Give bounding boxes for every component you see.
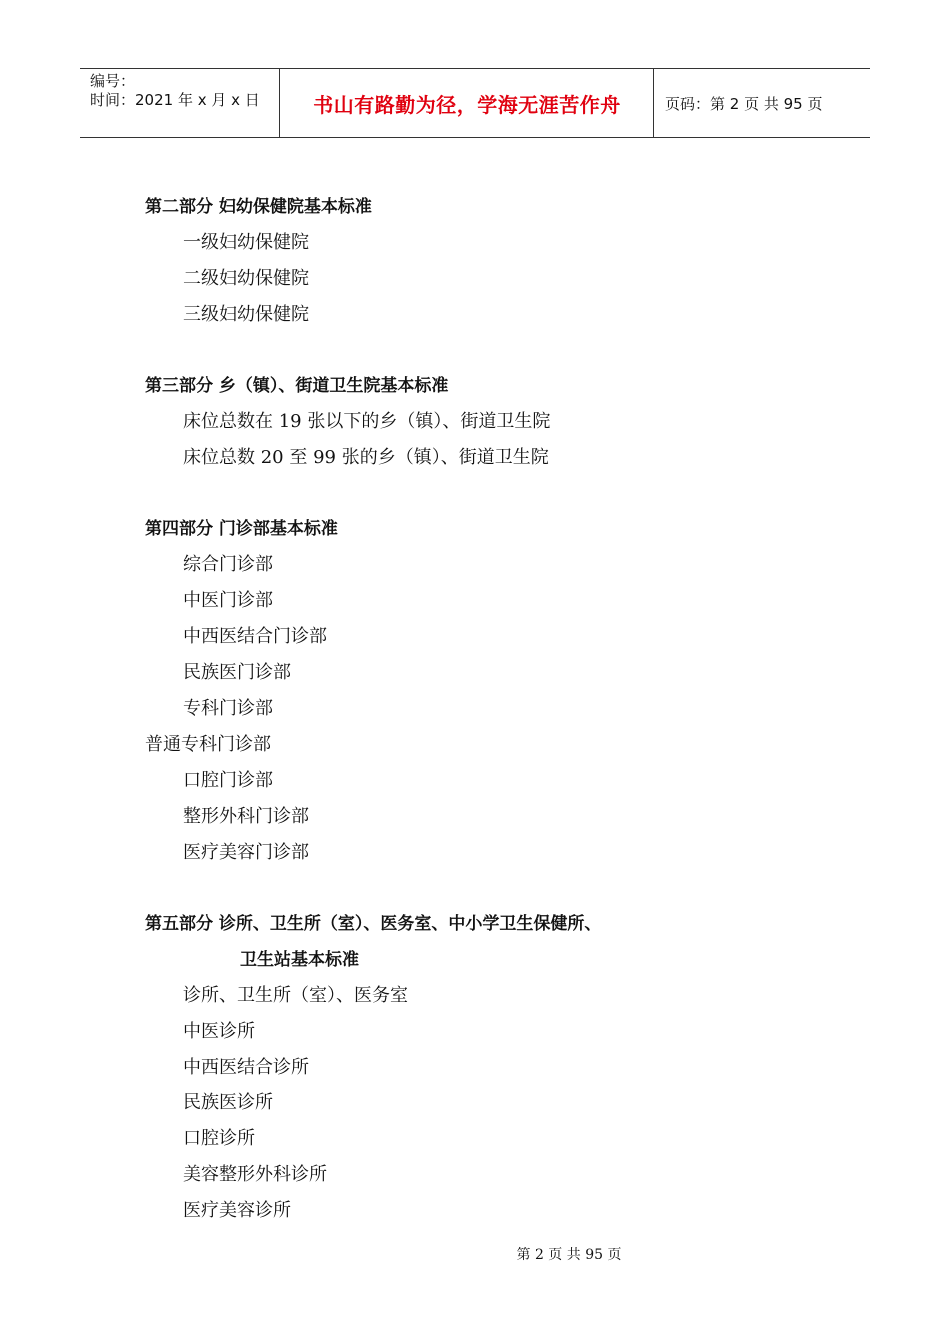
list-item: 医疗美容门诊部 [183,842,309,863]
header-meta-cell [80,69,280,137]
list-item: 口腔门诊部 [183,770,273,791]
list-item: 民族医门诊部 [183,662,291,683]
list-item: 整形外科门诊部 [183,806,309,827]
section-title-continued: 卫生站基本标准 [240,950,359,970]
list-item: 床位总数 20 至 99 张的乡（镇）、街道卫生院 [183,447,549,468]
motto-text: 书山有路勤为径，学海无涯苦作舟 [313,92,621,117]
header-motto-cell [281,69,654,137]
list-item: 诊所、卫生所（室）、医务室 [183,985,408,1006]
section-title: 第四部分 门诊部基本标准 [145,519,338,539]
list-item: 专科门诊部 [183,698,273,719]
list-item: 医疗美容诊所 [183,1200,291,1221]
list-item: 中西医结合诊所 [183,1057,309,1078]
header-page-info: 页码：第 2 页 共 95 页 [665,94,823,113]
list-item: 床位总数在 19 张以下的乡（镇）、街道卫生院 [183,411,551,432]
list-item: 中医诊所 [183,1021,255,1042]
section-title: 第三部分 乡（镇）、街道卫生院基本标准 [145,376,449,396]
section-title: 第二部分 妇幼保健院基本标准 [145,197,372,217]
date-label: 时间：2021 年 x 月 x 日 [90,91,260,109]
list-item: 美容整形外科诊所 [183,1164,327,1185]
list-item: 一级妇幼保健院 [183,232,309,253]
list-item: 民族医诊所 [183,1092,273,1113]
list-item: 普通专科门诊部 [145,734,271,755]
list-item: 二级妇幼保健院 [183,268,309,289]
list-item: 中西医结合门诊部 [183,626,327,647]
document-header [80,68,870,138]
list-item: 口腔诊所 [183,1128,255,1149]
list-item: 综合门诊部 [183,554,273,575]
section-title: 第五部分 诊所、卫生所（室）、医务室、中小学卫生保健所、 [145,914,602,934]
page-footer [0,1246,950,1264]
footer-page-number: 第 2 页 共 95 页 [516,1247,622,1263]
list-item: 中医门诊部 [183,590,273,611]
number-label: 编号： [90,72,136,90]
list-item: 三级妇幼保健院 [183,304,309,325]
